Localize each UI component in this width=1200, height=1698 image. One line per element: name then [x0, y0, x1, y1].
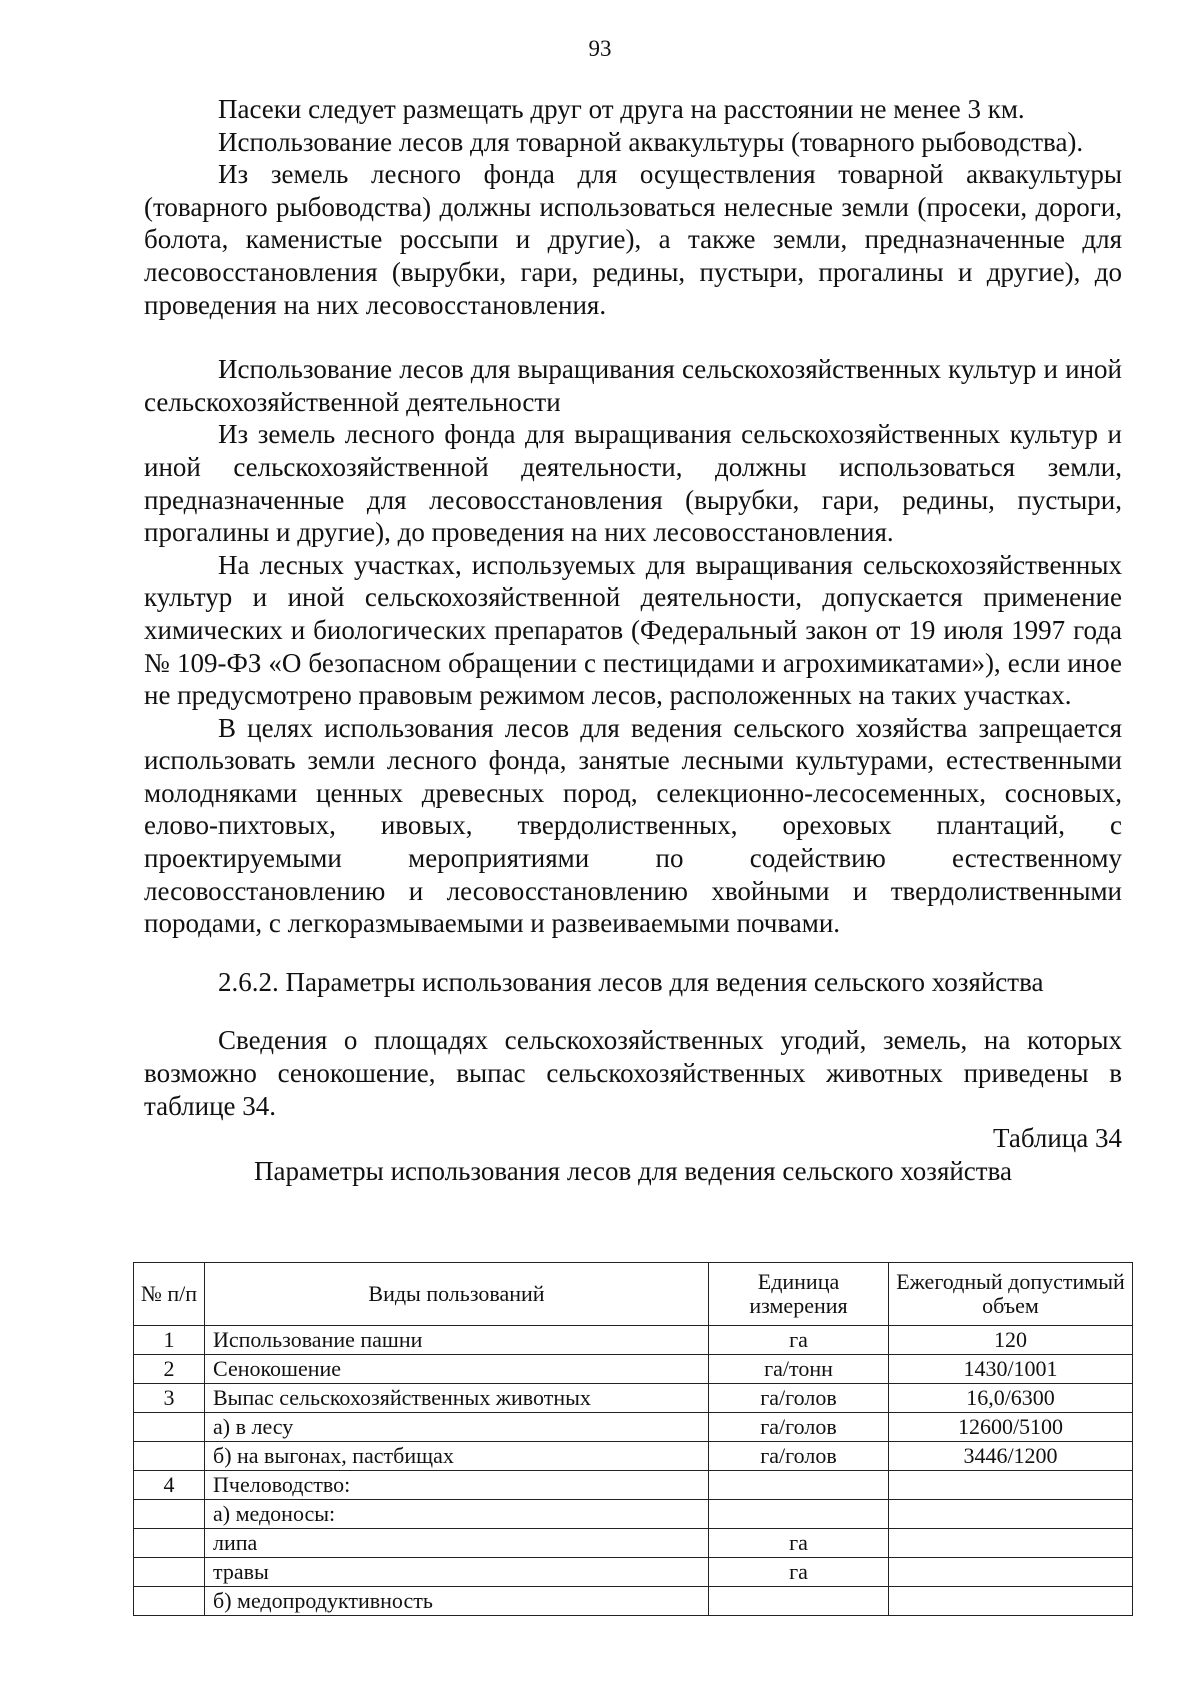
cell-volume: 3446/1200 [889, 1442, 1133, 1471]
table-row [134, 1529, 1133, 1558]
header-kind: Виды пользований [205, 1263, 709, 1326]
paragraph-aquaculture-heading: Использование лесов для товарной аквакультуры (товарного рыбоводства). [218, 126, 1084, 157]
cell-unit: га/голов [709, 1442, 889, 1471]
table-row [134, 1587, 1133, 1616]
cell-kind: Пчеловодство: [205, 1471, 709, 1500]
header-volume: Ежегодный допустимый объем [889, 1263, 1133, 1326]
cell-volume [889, 1500, 1133, 1529]
cell-unit: га [709, 1558, 889, 1587]
paragraph-apiaries: Пасеки следует размещать друг от друга на расстоянии не менее 3 км. [218, 94, 1025, 124]
cell-kind: а) в лесу [205, 1413, 709, 1442]
cell-unit [709, 1500, 889, 1529]
paragraph-aquaculture-lands: Из земель лесного фонда для осуществления товарной аквакультуры (товарного рыбоводства) должны использоваться нелесные земли (просеки, дороги, болота, каменистые россыпи и другие), а также земли, предназначенные для лесовосстановления (вырубки, гари, редины, пустыри, прогалины и другие), до проведения на них лесовосстановления. [144, 159, 1122, 320]
cell-kind: Использование пашни [205, 1326, 709, 1355]
cell-num: 3 [134, 1384, 205, 1413]
cell-unit [709, 1587, 889, 1616]
cell-kind: Выпас сельскохозяйственных животных [205, 1384, 709, 1413]
header-unit: Единица измерения [709, 1263, 889, 1326]
cell-num [134, 1413, 205, 1442]
paragraph-agriculture-lands: Из земель лесного фонда для выращивания сельскохозяйственных культур и иной сельскохозяйственной деятельности, должны использоваться земли, предназначенные для лесовосстановления (вырубки, гари, редины, пустыри, прогалины и другие), до проведения на них лесовосстановления. [144, 419, 1122, 548]
cell-num: 4 [134, 1471, 205, 1500]
cell-unit: га/тонн [709, 1355, 889, 1384]
paragraph-table-reference: Сведения о площадях сельскохозяйственных угодий, земель, на которых возможно сенокошение, выпас сельскохозяйственных животных приведены в таблице 34. [144, 1025, 1122, 1121]
table-row [134, 1384, 1133, 1413]
header-num: № п/п [134, 1263, 205, 1326]
cell-num [134, 1587, 205, 1616]
cell-volume [889, 1587, 1133, 1616]
page-number: 93 [588, 36, 612, 61]
table-row [134, 1471, 1133, 1500]
paragraph-chemicals: На лесных участках, используемых для выращивания сельскохозяйственных культур и иной сельскохозяйственной деятельности, допускается применение химических и биологических препаратов (Федеральный закон от 19 июля 1997 года № 109-ФЗ «О безопасном обращении с пестицидами и агрохимикатами»), если иное не предусмотрено правовым режимом лесов, расположенных на таких участках. [144, 549, 1122, 711]
cell-num [134, 1558, 205, 1587]
parameters-table [133, 1262, 1133, 1616]
cell-unit [709, 1471, 889, 1500]
cell-volume: 16,0/6300 [889, 1384, 1133, 1413]
cell-num: 1 [134, 1326, 205, 1355]
section-heading: 2.6.2. Параметры использования лесов для ведения сельского хозяйства [218, 966, 1044, 997]
cell-unit: га [709, 1529, 889, 1558]
cell-volume [889, 1558, 1133, 1587]
table-row [134, 1442, 1133, 1471]
cell-unit: га/голов [709, 1384, 889, 1413]
paragraph-prohibitions: В целях использования лесов для ведения сельского хозяйства запрещается использовать земли лесного фонда, занятые лесными культурами, естественными молодняками ценных древесных пород, селекционно-лесосеменных, сосновых, елово-пихтовых, ивовых, твердолиственных, ореховых плантаций, с проектируемыми мероприятиями по содействию естественному лесовосстановлению и лесовосстановлению хвойными и твердолиственными породами, с легкоразмываемыми и развеиваемыми почвами. [144, 712, 1122, 939]
table-row [134, 1326, 1133, 1355]
table-label: Таблица 34 [993, 1123, 1122, 1154]
cell-kind: а) медоносы: [205, 1500, 709, 1529]
cell-volume: 12600/5100 [889, 1413, 1133, 1442]
cell-volume: 120 [889, 1326, 1133, 1355]
cell-num [134, 1529, 205, 1558]
table-row [134, 1558, 1133, 1587]
table-row [134, 1500, 1133, 1529]
cell-num: 2 [134, 1355, 205, 1384]
cell-kind: травы [205, 1558, 709, 1587]
cell-kind: липа [205, 1529, 709, 1558]
cell-num [134, 1442, 205, 1471]
cell-unit: га [709, 1326, 889, 1355]
cell-num [134, 1500, 205, 1529]
cell-kind: Сенокошение [205, 1355, 709, 1384]
cell-volume: 1430/1001 [889, 1355, 1133, 1384]
cell-kind: б) на выгонах, пастбищах [205, 1442, 709, 1471]
cell-volume [889, 1471, 1133, 1500]
table-title: Параметры использования лесов для ведения сельского хозяйства [254, 1155, 1012, 1186]
table-row [134, 1413, 1133, 1442]
cell-unit: га/голов [709, 1413, 889, 1442]
document-body [144, 93, 1122, 1187]
paragraph-agriculture-heading: Использование лесов для выращивания сельскохозяйственных культур и иной сельскохозяйственной деятельности [144, 354, 1122, 417]
cell-volume [889, 1529, 1133, 1558]
cell-kind: б) медопродуктивность [205, 1587, 709, 1616]
table-header-row [134, 1263, 1133, 1326]
table-row [134, 1355, 1133, 1384]
